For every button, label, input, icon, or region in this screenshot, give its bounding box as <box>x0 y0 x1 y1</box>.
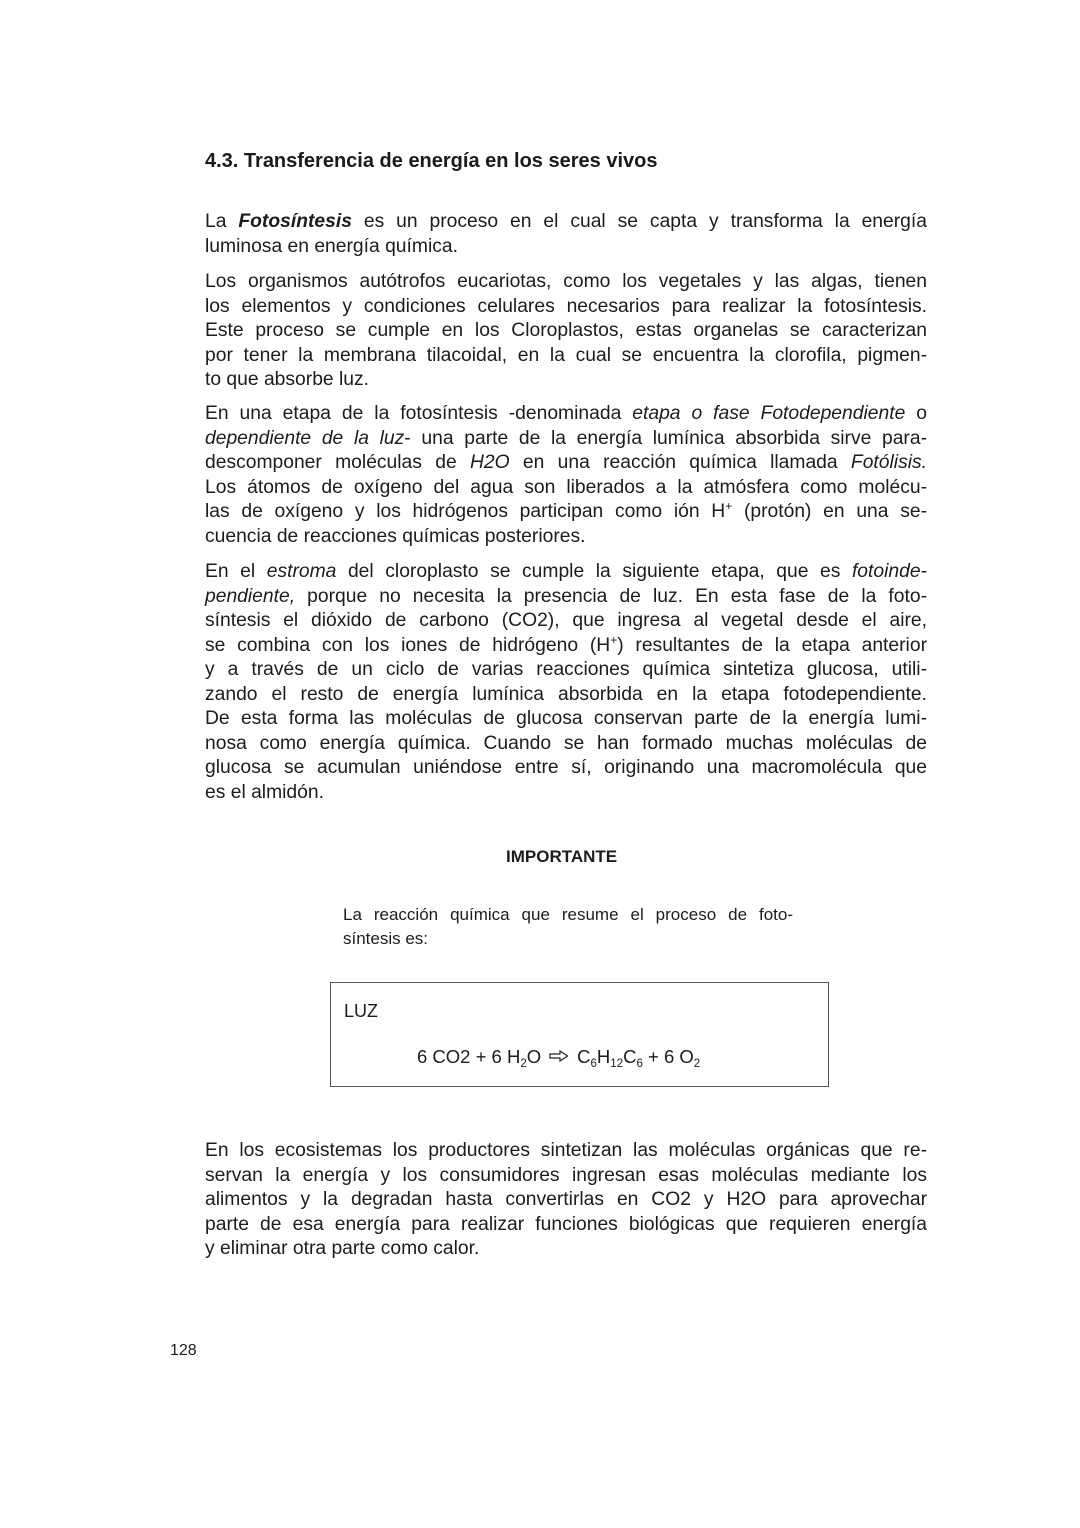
paragraph-fotosintesis-definition <box>205 210 927 259</box>
text-line: luminosa en energía química. <box>205 235 458 257</box>
text-run: La <box>205 211 239 232</box>
page-number: 128 <box>170 1342 197 1359</box>
italic-term: fotoinde- <box>851 561 927 582</box>
text-run: del cloroplasto se cumple la siguiente etapa, que es <box>336 561 852 582</box>
equation-term: O <box>526 1046 542 1067</box>
equation-term: + 6 O <box>642 1046 694 1067</box>
text-line <box>205 560 927 585</box>
italic-term: pendiente, <box>205 585 296 607</box>
text-line: servan la energía y los consumidores ingresan esas moléculas mediante los <box>205 1164 927 1186</box>
text-line: Los átomos de oxígeno del agua son liberados a la atmósfera como molécu- <box>205 476 927 498</box>
text-run: (protón) en una se- <box>732 501 927 522</box>
superscript: + <box>610 632 618 647</box>
text-line: síntesis es: <box>343 929 429 948</box>
text-line: Los organismos autótrofos eucariotas, como los vegetales y las algas, tienen <box>205 271 927 292</box>
italic-term: Fotólisis. <box>850 452 927 473</box>
text-run: porque no necesita la presencia de luz. En esta fase de la foto- <box>295 585 927 607</box>
equation-box <box>330 982 829 1087</box>
subscript: 2 <box>693 1058 701 1070</box>
text-line: Este proceso se cumple en los Cloroplastos, estas organelas se caracterizan <box>205 320 927 341</box>
text-run: las de oxígeno y los hidrógenos participan como ión H <box>205 501 726 522</box>
text-line: De esta forma las moléculas de glucosa conservan parte de la energía lumi- <box>205 708 927 729</box>
text-line <box>205 500 927 525</box>
equation-condition-label: LUZ <box>344 1001 379 1021</box>
text-run: ) resultantes de la etapa anterior <box>617 634 927 656</box>
text-line: síntesis el dióxido de carbono (CO2), que ingresa al vegetal desde el aire, <box>205 610 927 631</box>
superscript: + <box>725 499 733 513</box>
important-label: IMPORTANTE <box>506 847 618 866</box>
emphasis-term: Fotosíntesis <box>238 211 352 232</box>
subscript: 6 <box>636 1058 643 1070</box>
paragraph-organismos-autotrofos <box>205 270 927 393</box>
text-run: - una parte de la energía lumínica absorbida sirve para- <box>404 427 927 449</box>
text-run: En el <box>205 561 267 582</box>
subscript: 2 <box>520 1058 527 1070</box>
italic-term: dependiente de la luz <box>205 427 405 449</box>
text-line: parte de esa energía para realizar funciones biológicas que requieren energía <box>205 1213 927 1235</box>
italic-term: estroma <box>266 561 337 582</box>
section-heading: 4.3. Transferencia de energía en los seres vivos <box>205 150 658 172</box>
text-run: se combina con los iones de hidrógeno (H <box>205 634 611 656</box>
text-run: En una etapa de la fotosíntesis -denominada <box>205 403 633 424</box>
text-line <box>205 585 927 610</box>
paragraph-fase-fotoindependiente <box>205 560 927 805</box>
text-run: en una reacción química llamada <box>509 452 851 473</box>
text-line: cuencia de reacciones químicas posteriores. <box>205 525 586 547</box>
text-line: los elementos y condiciones celulares necesarios para realizar la fotosíntesis. <box>205 295 927 317</box>
text-line <box>205 451 927 476</box>
photosynthesis-equation <box>417 1045 700 1068</box>
text-line: nosa como energía química. Cuando se han formado muchas moléculas de <box>205 732 927 754</box>
text-line <box>205 210 927 235</box>
paragraph-fase-fotodependiente <box>205 402 927 549</box>
text-run: o <box>905 403 927 424</box>
text-line <box>205 427 927 452</box>
text-line: to que absorbe luz. <box>205 369 370 390</box>
text-run: es un proceso en el cual se capta y transforma la energía <box>351 211 927 232</box>
text-line: y a través de un ciclo de varias reacciones química sintetiza glucosa, utili- <box>205 659 927 680</box>
text-line <box>205 402 927 427</box>
italic-term: etapa o fase Fotodependiente <box>632 403 906 424</box>
italic-term: H2O <box>469 452 510 473</box>
text-line: glucosa se acumulan uniéndose entre sí, originando una macromolécula que <box>205 757 927 778</box>
equation-term: C <box>577 1046 591 1067</box>
subscript: 6 <box>590 1058 597 1070</box>
text-line: y eliminar otra parte como calor. <box>205 1238 480 1259</box>
text-line: zando el resto de energía lumínica absorbida en la etapa fotodependiente. <box>205 683 927 705</box>
text-line: La reacción química que resume el proceso de foto- <box>343 905 793 924</box>
text-line: En los ecosistemas los productores sintetizan las moléculas orgánicas que re- <box>205 1140 927 1161</box>
equation-term: H <box>596 1046 611 1067</box>
text-line <box>205 634 927 659</box>
text-line: alimentos y la degradan hasta convertirlas en CO2 y H2O para aprovechar <box>205 1189 927 1210</box>
text-line: por tener la membrana tilacoidal, en la cual se encuentra la clorofila, pigmen- <box>205 344 927 366</box>
subscript: 12 <box>610 1058 624 1070</box>
hollow-right-arrow-icon <box>549 1045 569 1067</box>
equation-term: 6 CO2 + 6 H <box>417 1046 521 1067</box>
text-run: descomponer moléculas de <box>205 452 470 473</box>
equation-term: C <box>623 1046 637 1067</box>
important-note <box>343 903 793 951</box>
paragraph-ecosistemas <box>205 1139 927 1262</box>
text-line: es el almidón. <box>205 781 324 803</box>
